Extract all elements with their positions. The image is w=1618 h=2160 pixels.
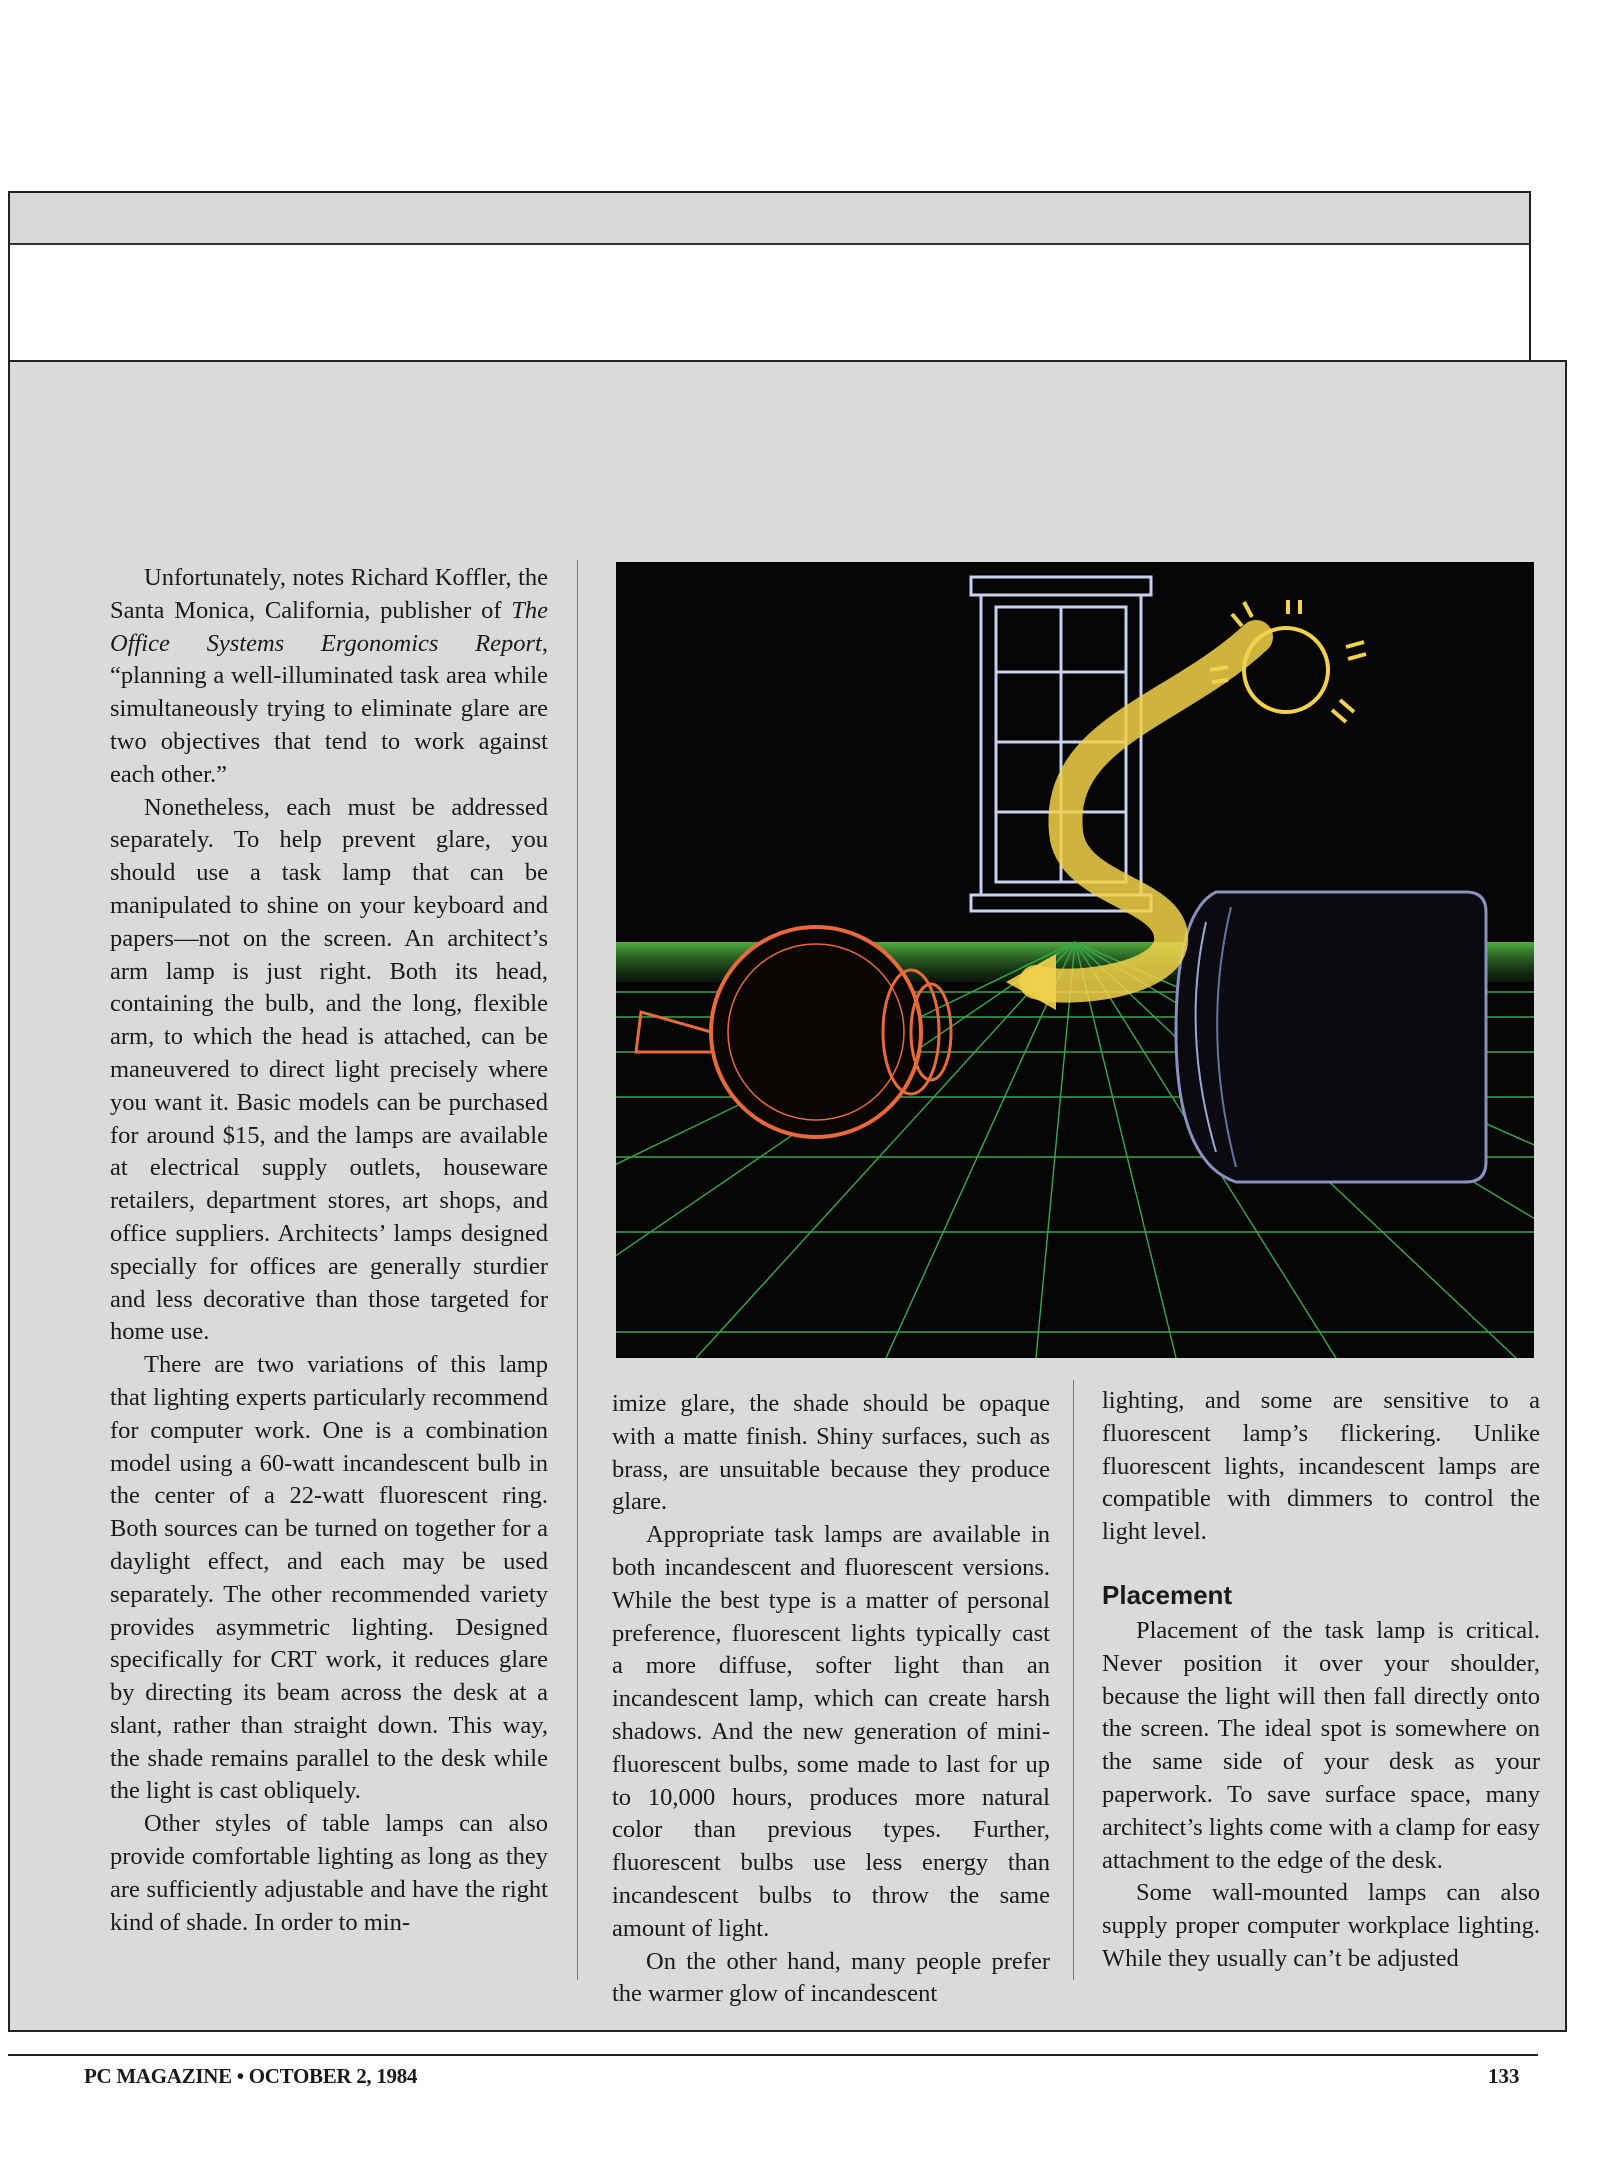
col3-paragraph-2: Placement of the task lamp is critical. Never position it over your shoulder, because the light will then fall directly onto the screen. The ideal spot is somewhere on the same side of your desk as your paperwork. To save surface space, many architect’s lights come with a clamp for easy attachment to the edge of the desk. [1102,1616,1540,1874]
col3-paragraph-3: Some wall-mounted lamps can also supply proper computer workplace lighting. While they usually can’t be adjusted [1102,1879,1540,1972]
text-column-2 [612,1388,1050,2011]
footer-rule [8,2054,1538,2056]
column-rule-2 [1073,1380,1074,1980]
text-column-1 [110,562,548,1939]
footer-page-number: 133 [1488,2064,1520,2088]
monitor-drawing [1176,892,1486,1182]
col1-paragraph-4: Other styles of table lamps can also provide comfortable lighting as long as they are sufficiently adjustable and have the right kind of shade. In order to min- [110,1810,548,1936]
col2-paragraph-3: On the other hand, many people prefer the warmer glow of incandescent [612,1947,1050,2008]
illustration-eye-window-monitor [616,562,1534,1358]
report-title: The Office Systems Ergonomics Report [110,596,548,657]
col1-paragraph-3: There are two variations of this lamp that lighting experts particularly recommend for computer work. One is a combination model using a 60-watt incandescent bulb in the center of a 22-watt fluorescent ring. Both sources can be turned on together for a daylight effect, and each may be used separately. The other recommended variety provides asymmetric lighting. Designed specifically for CRT work, it reduces glare by directing its beam across the desk at a slant, rather than straight down. This way, the shade remains parallel to the desk while the light is cast obliquely. [110,1351,548,1805]
col1-paragraph-1: Unfortunately, notes Richard Koffler, the Santa Monica, California, publisher of The Office Systems Ergonomics Report, “planning a well-illuminated task area while simultaneously trying to eliminate glare are two objectives that tend to work against each other.” [110,564,548,788]
illustration-svg [616,562,1534,1358]
col1-paragraph-2: Nonetheless, each must be addressed separately. To help prevent glare, you should use a task lamp that can be manipulated to shine on your keyboard and papers—not on the screen. An architect’s arm lamp is just right. Both its head, containing the bulb, and the long, flexible arm, to which the head is attached, can be maneuvered to direct light precisely where you want it. Basic models can be purchased for around $15, and the lamps are available at electrical supply outlets, houseware retailers, department stores, art shops, and office suppliers. Architects’ lamps designed specially for offices are generally sturdier and less decorative than those targeted for home use. [110,793,548,1346]
col2-paragraph-2: Appropriate task lamps are available in both incandescent and fluorescent versions. While the best type is a matter of personal preference, fluorescent lights typically cast a more diffuse, softer light than an incandescent lamp, which can create harsh shadows. And the new generation of mini-fluorescent bulbs, some made to last for up to 10,000 hours, produces more natural color than previous types. Further, fluorescent bulbs use less energy than incandescent bulbs to throw the same amount of light. [612,1521,1050,1942]
text-column-3 [1102,1385,1540,1976]
col2-paragraph-1: imize glare, the shade should be opaque with a matte finish. Shiny surfaces, such as brass, are unsuitable because they produce glare. [612,1390,1050,1516]
placement-heading: Placement [1102,1579,1233,1610]
top-gray-band [10,193,1529,245]
footer-publication: PC MAGAZINE • OCTOBER 2, 1984 [84,2064,418,2088]
col3-paragraph-1: lighting, and some are sensitive to a fluorescent lamp’s flickering. Unlike fluorescent lights, incandescent lamps are compatible with dimmers to control the light level. [1102,1387,1540,1546]
column-rule-1 [577,560,578,1980]
